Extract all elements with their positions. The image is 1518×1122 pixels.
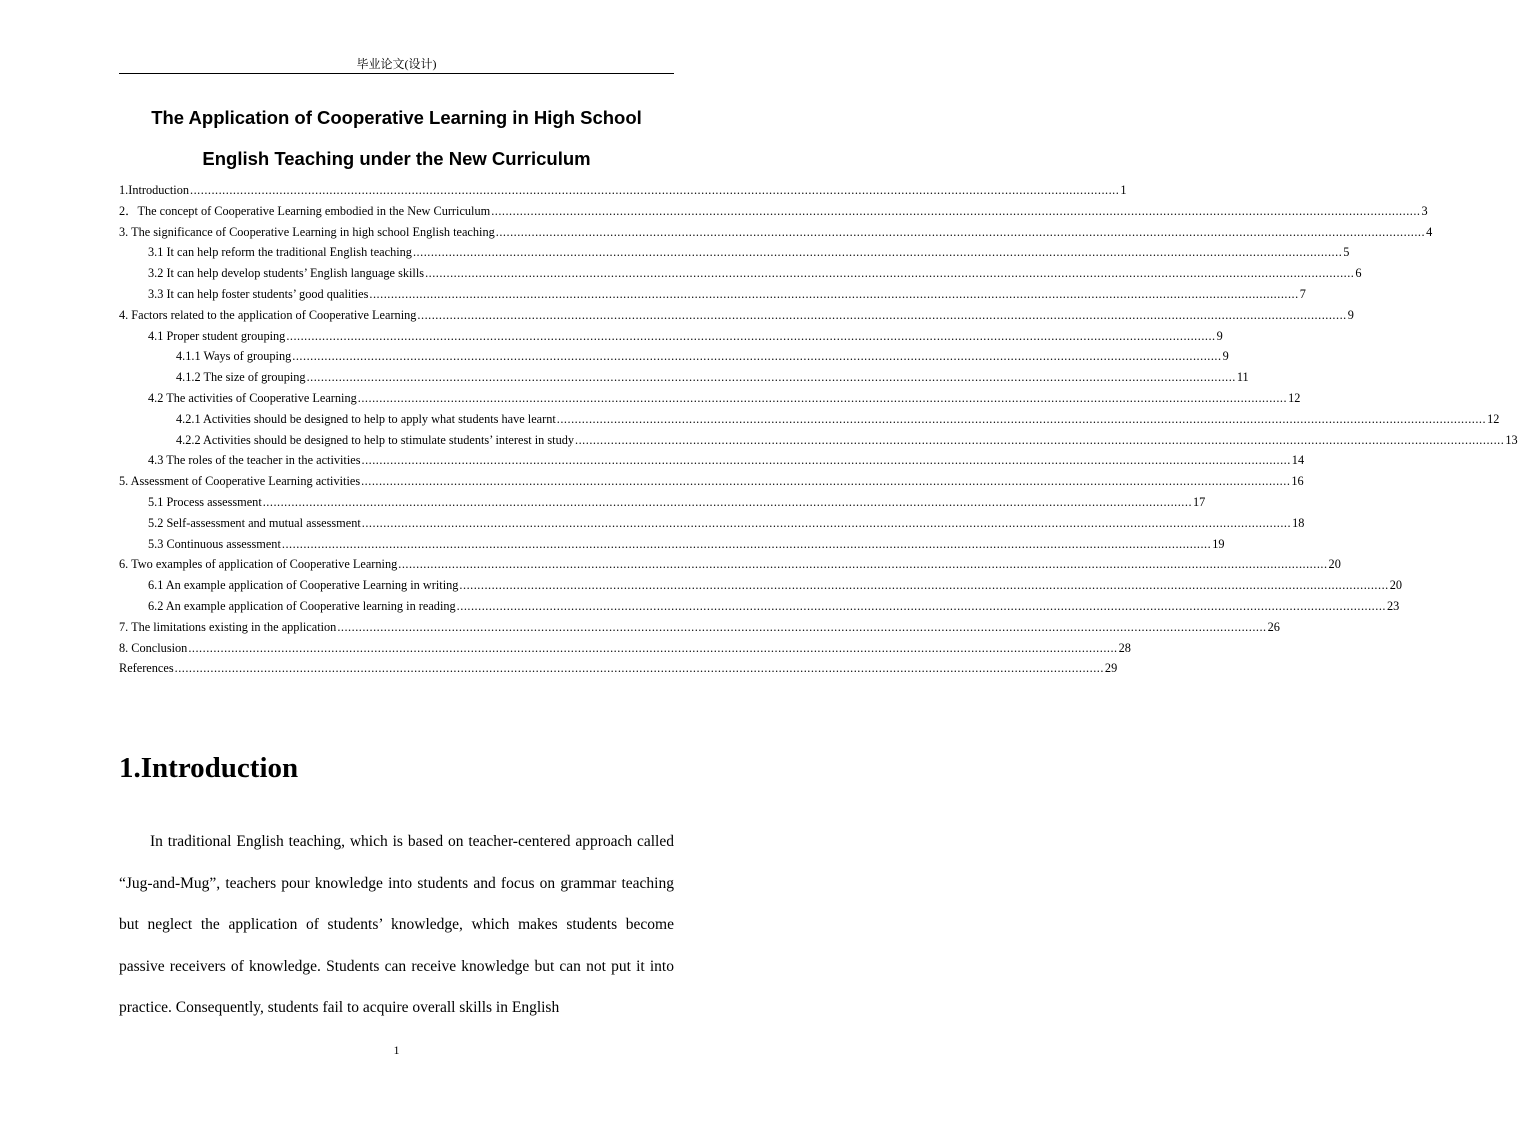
toc-entry	[119, 575, 1403, 596]
section-heading: 1.Introduction	[119, 752, 299, 784]
toc-entry-title: 6. Two examples of application of Cooperative Learning	[119, 557, 398, 572]
toc-dot-leader: ....................................................................................................................................................................................................................................................................	[459, 578, 1389, 593]
toc-entry-title: 4.2.1 Activities should be designed to help to apply what students have learnt	[176, 411, 556, 426]
toc-dot-leader: ....................................................................................................................................................................................................................................................................	[190, 183, 1120, 197]
toc-entry-title: 5. Assessment of Cooperative Learning activities	[119, 474, 361, 489]
toc-entry-page: 1	[1120, 183, 1127, 197]
toc-entry-title: 4.2 The activities of Cooperative Learning	[148, 390, 357, 405]
toc-entry-page: 12	[1288, 390, 1301, 405]
toc-entry-page: 12	[1487, 411, 1500, 426]
toc-dot-leader: ....................................................................................................................................................................................................................................................................	[188, 640, 1118, 655]
toc-entry	[119, 263, 1362, 284]
toc-entry-page: 6	[1355, 266, 1362, 281]
toc-dot-leader: ....................................................................................................................................................................................................................................................................	[174, 661, 1104, 676]
toc-entry-page: 13	[1505, 432, 1518, 447]
toc-entry-page: 9	[1222, 349, 1229, 364]
toc-entry	[119, 284, 1306, 305]
toc-entry-title: 6.2 An example application of Cooperative learning in reading	[148, 598, 456, 613]
toc-entry-title: 4.1.2 The size of grouping	[176, 370, 306, 385]
toc-entry-title: 6.1 An example application of Cooperative Learning in writing	[148, 578, 459, 593]
toc-entry	[119, 596, 1400, 617]
toc-dot-leader: ....................................................................................................................................................................................................................................................................	[361, 474, 1291, 489]
toc-entry-title: 4.2.2 Activities should be designed to help to stimulate students’ interest in study	[176, 432, 575, 447]
toc-entry-title: 1.Introduction	[119, 183, 190, 197]
toc-entry-page: 18	[1292, 515, 1305, 530]
toc-entry-page: 19	[1212, 536, 1225, 551]
toc-dot-leader: ....................................................................................................................................................................................................................................................................	[286, 328, 1216, 343]
toc-entry-title: 7. The limitations existing in the application	[119, 619, 337, 634]
toc-entry-title: 8. Conclusion	[119, 640, 188, 655]
toc-entry-page: 28	[1118, 640, 1131, 655]
toc-dot-leader: ....................................................................................................................................................................................................................................................................	[495, 224, 1426, 239]
toc-entry-page: 9	[1216, 328, 1223, 343]
toc-entry-title: 3.3 It can help foster students’ good qualities	[148, 286, 369, 301]
toc-entry-page: 14	[1291, 453, 1305, 468]
toc-entry	[119, 554, 1341, 575]
toc-entry	[119, 450, 1305, 471]
toc-dot-leader: ....................................................................................................................................................................................................................................................................	[398, 557, 1328, 572]
page-number: 1	[393, 1043, 400, 1057]
toc-dot-leader: ....................................................................................................................................................................................................................................................................	[369, 286, 1299, 301]
toc-entry-title: 4.3 The roles of the teacher in the activities	[148, 453, 361, 468]
running-header: 毕业论文(设计)	[356, 57, 437, 71]
header-rule	[119, 73, 674, 74]
toc-entry-title: References	[119, 661, 174, 676]
toc-dot-leader: ....................................................................................................................................................................................................................................................................	[412, 245, 1343, 260]
toc-entry-title: 4. Factors related to the application of Cooperative Learning	[119, 307, 417, 322]
toc-entry	[119, 534, 1225, 555]
toc-entry	[119, 305, 1354, 326]
toc-dot-leader: ....................................................................................................................................................................................................................................................................	[425, 266, 1355, 281]
body-paragraph: In traditional English teaching, which is based on teacher-centered approach called “Jug-and-Mug”, teachers pour knowledge into students and focus on grammar teaching but neglect the application of students’ knowledge, which makes students become passive receivers of knowledge. Students can receive knowledge but can not put it into practice. Consequently, students fail to acquire overall skills in English	[119, 833, 674, 1017]
toc-entry	[119, 658, 1118, 679]
toc-entry-page: 20	[1328, 557, 1341, 572]
toc-entry-title: 3.1 It can help reform the traditional English teaching	[148, 245, 412, 260]
toc-entry-page: 26	[1267, 619, 1280, 634]
toc-entry	[119, 242, 1350, 263]
toc-entry-page: 3	[1421, 203, 1428, 218]
toc-dot-leader: ....................................................................................................................................................................................................................................................................	[417, 307, 1347, 322]
toc-entry	[119, 388, 1301, 409]
toc-dot-leader: ....................................................................................................................................................................................................................................................................	[292, 349, 1222, 364]
toc-entry-page: 11	[1236, 370, 1249, 385]
toc-entry	[119, 180, 1127, 201]
toc-entry	[119, 617, 1280, 638]
toc-dot-leader: ....................................................................................................................................................................................................................................................................	[337, 619, 1267, 634]
toc-dot-leader: ....................................................................................................................................................................................................................................................................	[306, 370, 1236, 385]
toc-entry	[119, 201, 1428, 222]
toc-entry-page: 29	[1104, 661, 1118, 676]
toc-entry-title: 5.3 Continuous assessment	[148, 536, 281, 551]
toc-entry	[119, 367, 1249, 388]
toc-entry-title: 4.1 Proper student grouping	[148, 328, 286, 343]
toc-dot-leader: ....................................................................................................................................................................................................................................................................	[575, 432, 1505, 447]
toc-dot-leader: ....................................................................................................................................................................................................................................................................	[357, 390, 1288, 405]
toc-entry	[119, 638, 1131, 659]
toc-entry-page: 9	[1347, 307, 1354, 322]
toc-entry-page: 5	[1343, 245, 1350, 260]
toc-entry	[119, 222, 1433, 243]
toc-dot-leader: ....................................................................................................................................................................................................................................................................	[262, 494, 1193, 509]
toc-entry	[119, 346, 1229, 367]
toc-entry-page: 16	[1291, 474, 1304, 489]
toc-entry-title: 5.1 Process assessment	[148, 494, 262, 509]
toc-entry	[119, 513, 1305, 534]
toc-entry-page: 17	[1193, 494, 1206, 509]
toc-entry	[119, 492, 1206, 513]
toc-entry-title: 3.2 It can help develop students’ English language skills	[148, 266, 425, 281]
toc-dot-leader: ....................................................................................................................................................................................................................................................................	[361, 515, 1292, 530]
toc-dot-leader: ....................................................................................................................................................................................................................................................................	[361, 453, 1291, 468]
toc-entry-title: 3. The significance of Cooperative Learning in high school English teaching	[119, 224, 495, 239]
toc-dot-leader: ....................................................................................................................................................................................................................................................................	[556, 411, 1487, 426]
toc-entry-page: 23	[1386, 598, 1400, 613]
toc-entry-title: 2．The concept of Cooperative Learning embodied in the New Curriculum	[119, 203, 491, 218]
toc-dot-leader: ....................................................................................................................................................................................................................................................................	[491, 203, 1421, 218]
toc-entry	[119, 409, 1500, 430]
thesis-title-line-2: English Teaching under the New Curriculum	[202, 148, 591, 169]
toc-entry-page: 4	[1426, 224, 1433, 239]
toc-entry-title: 5.2 Self-assessment and mutual assessment	[148, 515, 361, 530]
toc-entry-page: 20	[1389, 578, 1403, 593]
toc-dot-leader: ....................................................................................................................................................................................................................................................................	[281, 536, 1212, 551]
toc-entry-page: 7	[1299, 286, 1306, 301]
toc-dot-leader: ....................................................................................................................................................................................................................................................................	[456, 598, 1386, 613]
toc-entry	[119, 326, 1223, 347]
thesis-title-line-1: The Application of Cooperative Learning in High School	[151, 107, 642, 128]
table-of-contents	[119, 180, 1518, 679]
toc-entry-title: 4.1.1 Ways of grouping	[176, 349, 292, 364]
toc-entry	[119, 430, 1518, 451]
toc-entry	[119, 471, 1304, 492]
